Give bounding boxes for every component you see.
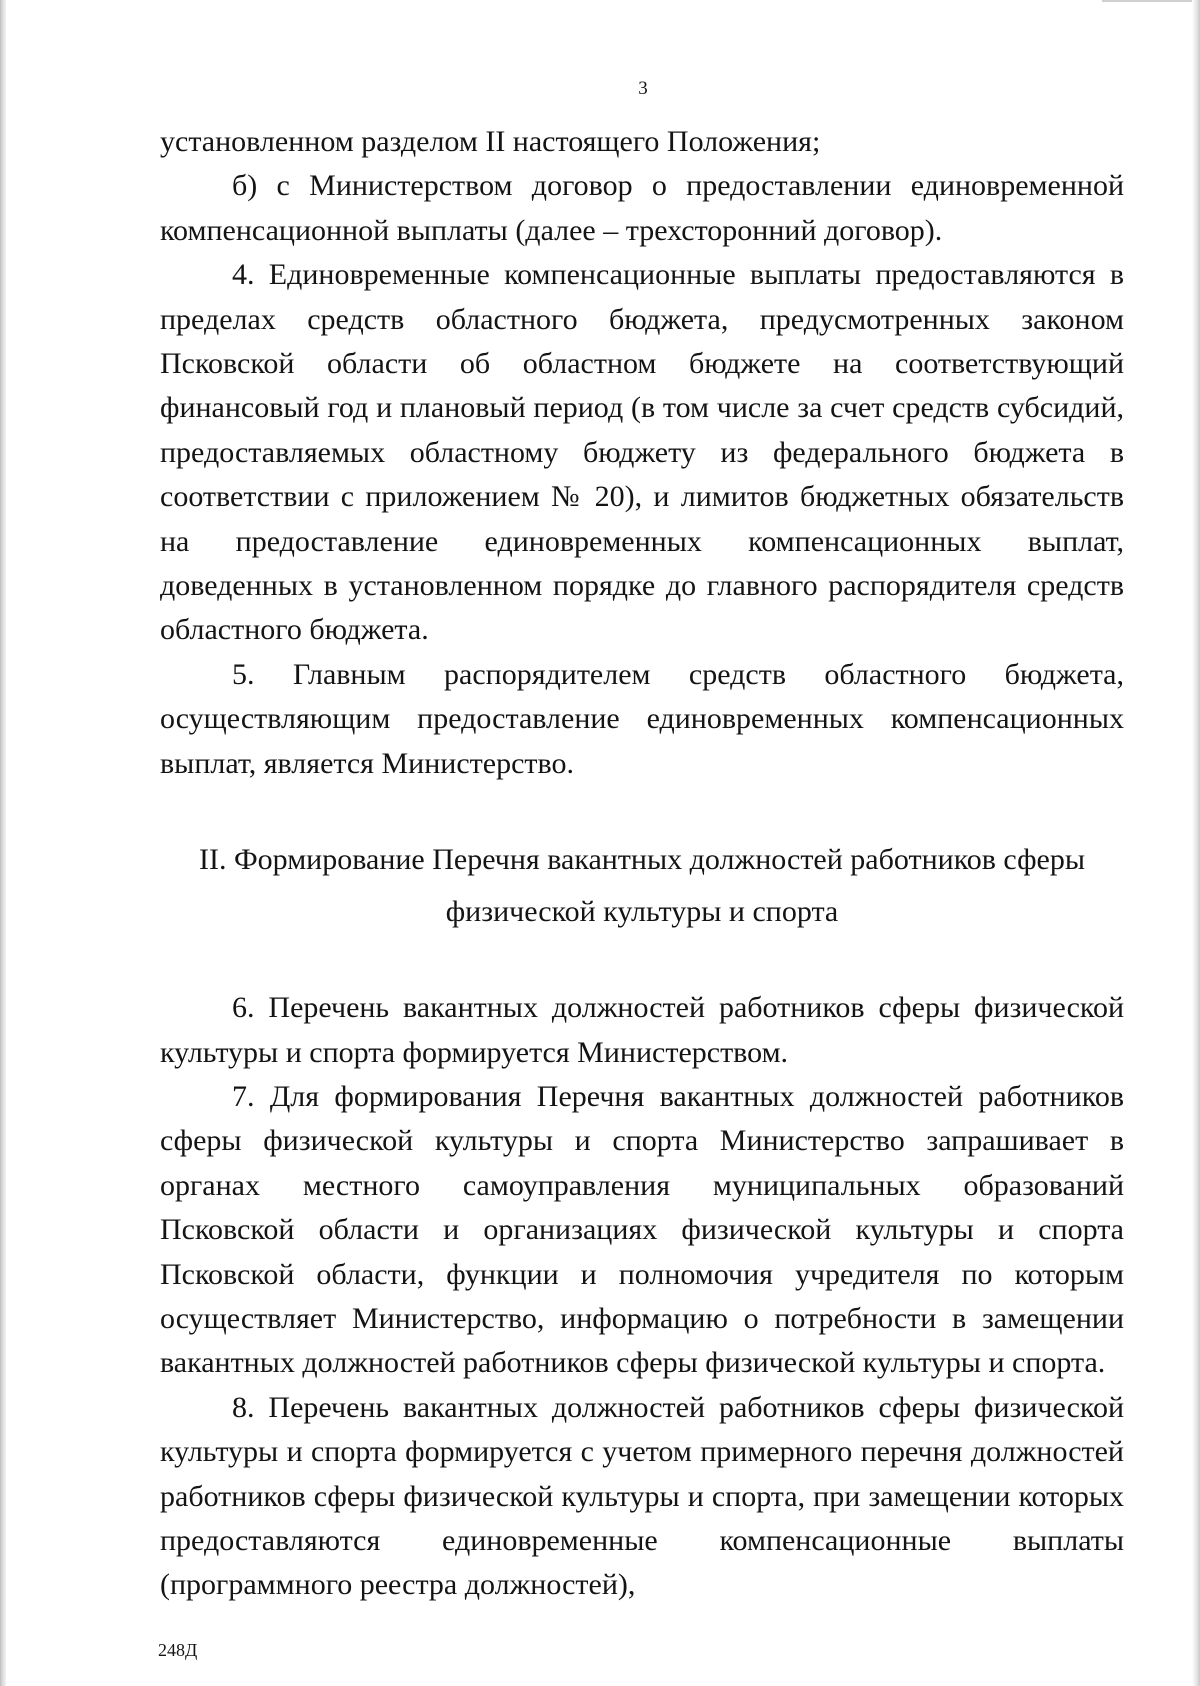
paragraph-4: 4. Единовременные компенсационные выплаты предоставляются в пределах средств областного бюджета, предусмотренных законом Псковской области об областном бюджете на соответствующий финансовый год и плановый период (в том числе за счет средств субсидий, предоставляемых областному бюджету из федерального бюджета в соответствии с приложением № 20), и лимитов бюджетных обязательств на предоставление единовременных компенсационных выплат, доведенных в установленном порядке до главного распорядителя средств областного бюджета. (160, 258, 1124, 647)
paragraph-continuation: установленном разделом II настоящего Положения; (160, 125, 821, 158)
document-body (160, 120, 1124, 1608)
paragraph-b: б) с Министерством договор о предоставлении единовременной компенсационной выплаты (далее – трехсторонний договор). (160, 169, 1124, 247)
paragraph-7: 7. Для формирования Перечня вакантных должностей работников сферы физической культуры и спорта Министерство запрашивает в органах местного самоуправления муниципальных образований Псковской области и организациях физической культуры и спорта Псковской области, функции и полномочия учредителя по которым осуществляет Министерство, информацию о потребности в замещении вакантных должностей работников сферы физической культуры и спорта. (160, 1079, 1124, 1380)
paragraph-6: 6. Перечень вакантных должностей работников сферы физической культуры и спорта формируется Министерством. (160, 991, 1124, 1069)
section-heading-line-2: физической культуры и спорта (445, 895, 839, 929)
footer-code: 248Д (158, 1640, 198, 1660)
section-heading (160, 834, 1124, 938)
scan-edge-top (1102, 0, 1192, 2)
scan-edge-right (1192, 0, 1200, 1686)
scan-edge-left (0, 0, 6, 1686)
page-number: 3 (638, 78, 648, 99)
section-heading-line-1: II. Формирование Перечня вакантных должностей работников сферы (198, 843, 1086, 877)
paragraph-5: 5. Главным распорядителем средств областного бюджета, осуществляющим предоставление единовременных компенсационных выплат, является Министерство. (160, 657, 1124, 780)
paragraph-8: 8. Перечень вакантных должностей работников сферы физической культуры и спорта формируется с учетом примерного перечня должностей работников сферы физической культуры и спорта, при замещении которых предоставляются единовременные компенсационные выплаты (программного реестра должностей), (160, 1390, 1124, 1602)
